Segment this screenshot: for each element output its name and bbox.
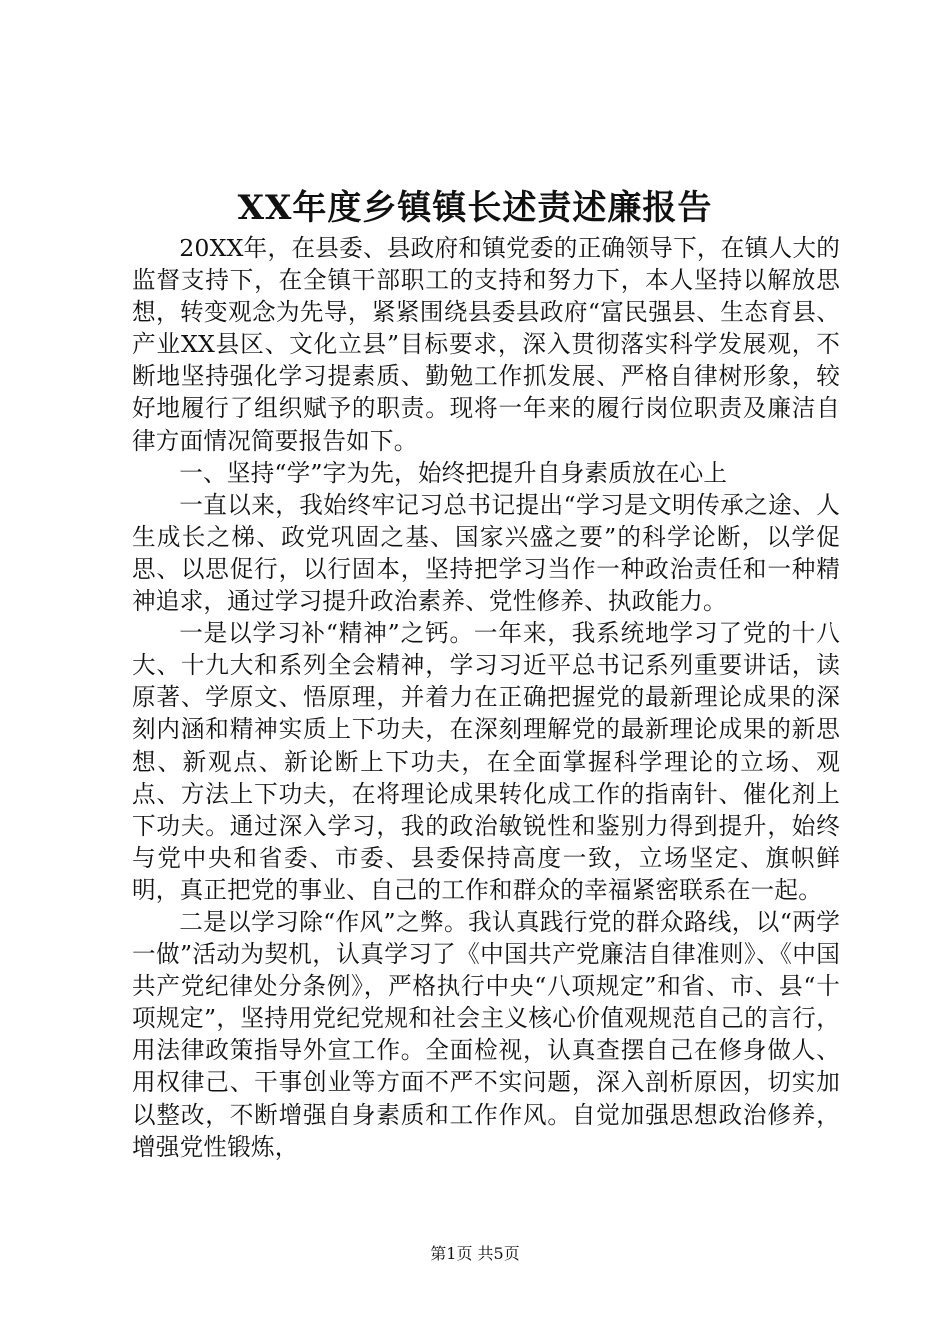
section-heading-1: 一、坚持“学”字为先，始终把提升自身素质放在心上: [179, 458, 728, 487]
paragraph-study-spirit: 一是以学习补“精神”之钙。一年来，我系统地学习了党的十八大、十九大和系列全会精神，学习习近平总书记系列重要讲话，读原著、学原文、悟原理，并着力在正确把握党的最新理论成果的深刻内涵和精神实质上下功夫，在深刻理解党的最新理论成果的新思想、新观点、新论断上下功夫，在全面掌握科学理论的立场、观点、方法上下功夫，在将理论成果转化成工作的指南针、催化剂上下功夫。通过深入学习，我的政治敏锐性和鉴别力得到提升，始终与党中央和省委、市委、县委保持高度一致，立场坚定、旗帜鲜明，真正把党的事业、自己的工作和群众的幸福紧密联系在一起。: [132, 619, 840, 904]
paragraph-study-style: 二是以学习除“作风”之弊。我认真践行党的群众路线，以“两学一做”活动为契机，认真学习了《中国共产党廉洁自律准则》、《中国共产党纪律处分条例》，严格执行中央“八项规定”和省、市、县“十项规定”，坚持用党纪党规和社会主义核心价值观规范自己的言行，用法律政策指导外宣工作。全面检视，认真查摆自己在修身做人、用权律己、干事创业等方面不严不实问题，深入剖析原因，切实加以整改，不断增强自身素质和工作作风。自觉加强思想政治修养，增强党性锻炼，: [132, 907, 840, 1161]
document-title: XX年度乡镇镇长述责述廉报告: [237, 188, 713, 228]
paragraph-intro: 20XX年，在县委、县政府和镇党委的正确领导下，在镇人大的监督支持下，在全镇干部职工的支持和努力下，本人坚持以解放思想，转变观念为先导，紧紧围绕县委县政府“富民强县、生态育县、产业XX县区、文化立县”目标要求，深入贯彻落实科学发展观，不断地坚持强化学习提素质、勤勉工作抓发展、严格自律树形象，较好地履行了组织赋予的职责。现将一年来的履行岗位职责及廉洁自律方面情况简要报告如下。: [132, 234, 840, 455]
paragraph-study-overview: 一直以来，我始终牢记习总书记提出“学习是文明传承之途、人生成长之梯、政党巩固之基、国家兴盛之要”的科学论断，以学促思、以思促行，以行固本，坚持把学习当作一种政治责任和一种精神追求，通过学习提升政治素养、党性修养、执政能力。: [132, 490, 840, 616]
page-footer: 第1页 共5页: [430, 1244, 520, 1263]
document-body: [132, 232, 840, 1163]
